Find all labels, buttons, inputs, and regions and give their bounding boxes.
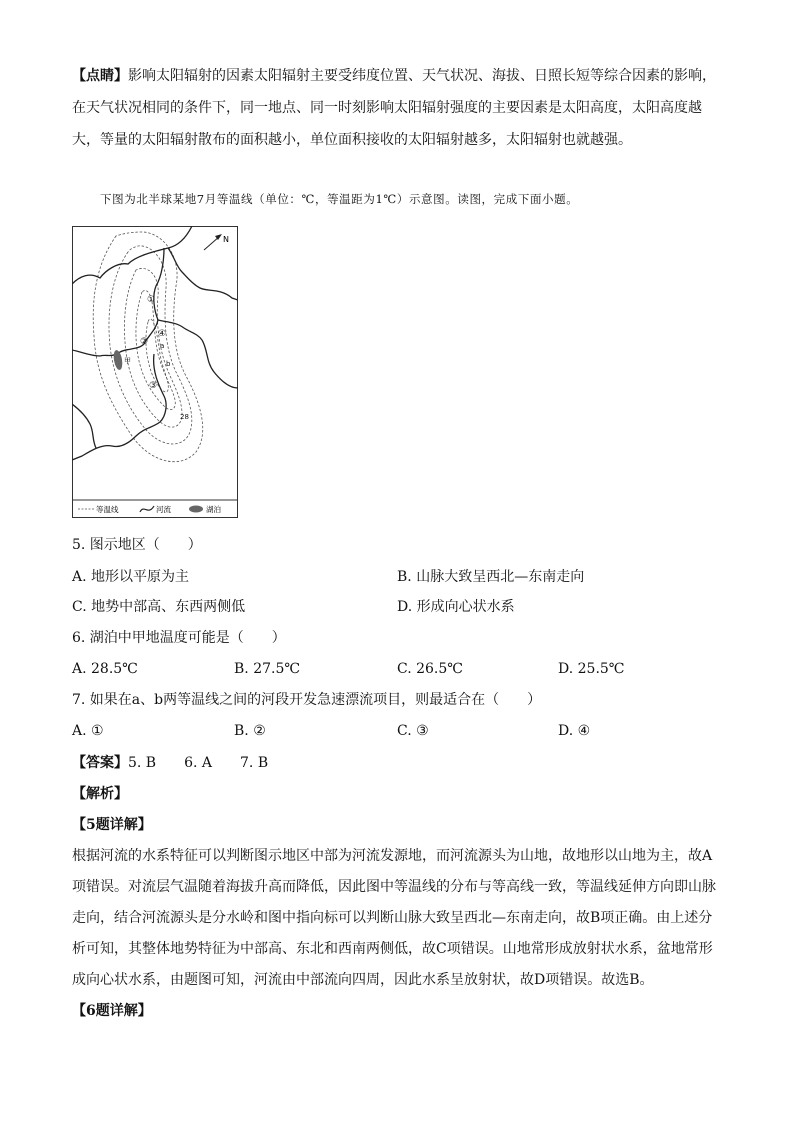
- legend-lake: 湖泊: [206, 505, 221, 514]
- detail5-line-2: 项错误。对流层气温随着海拔升高而降低，因此图中等温线的分布与等高线一致，等温线延伸方向即山脉: [72, 879, 716, 895]
- q7-option-b: B. ②: [234, 723, 266, 739]
- q6-option-c: C. 26.5℃: [397, 661, 463, 677]
- detail5-line-3: 走向，结合河流源头是分水岭和图中指向标可以判断山脉大致呈西北—东南走向，故B项正确。由上述分: [72, 910, 713, 926]
- legend-isotherm: 等温线: [96, 505, 119, 514]
- map-label-jia: 甲: [124, 357, 131, 365]
- q7-stem: 7. 如果在a、b两等温线之间的河段开发急速漂流项目，则最适合在（ ）: [72, 692, 542, 708]
- map-label-3: ③: [149, 381, 158, 391]
- map-label-1: ①: [147, 295, 156, 305]
- detail6-heading: 【6题详解】: [72, 1003, 152, 1019]
- map-label-28: 28: [180, 413, 189, 421]
- q5-option-c: C. 地势中部高、东西两侧低: [72, 599, 246, 615]
- isotherm-map: [72, 226, 238, 518]
- detail5-line-5: 成向心状水系，由题图可知，河流由中部流向四周，因此水系呈放射状，故D项错误。故选B。: [72, 972, 654, 988]
- analysis-heading: 【解析】: [72, 786, 128, 802]
- detail5-line-4: 析可知，其整体地势特征为中部高、东北和西南两侧低，故C项错误。山地常形成放射状水系，盆地常形: [72, 941, 713, 957]
- q5-option-b: B. 山脉大致呈西北—东南走向: [397, 569, 585, 585]
- q7-option-d: D. ④: [558, 723, 591, 739]
- answer-line: [72, 753, 268, 773]
- q7-option-c: C. ③: [397, 723, 429, 739]
- q6-stem: 6. 湖泊中甲地温度可能是（ ）: [72, 630, 286, 646]
- map-label-4: ④: [158, 329, 167, 339]
- keypoint-line-1: 【点睛】影响太阳辐射的因素太阳辐射主要受纬度位置、天气状况、海拔、日照长短等综合因素的影响，: [72, 68, 716, 84]
- keypoint-line-3: 大，等量的太阳辐射散布的面积越小，单位面积接收的太阳辐射越多，太阳辐射也就越强。: [72, 132, 632, 148]
- figure-caption: 下图为北半球某地7月等温线（单位：℃，等温距为1℃）示意图。读图，完成下面小题。: [100, 192, 579, 206]
- keypoint-line-2: 在天气状况相同的条件下，同一地点、同一时刻影响太阳辐射强度的主要因素是太阳高度，太阳高度越: [72, 100, 702, 116]
- north-label: N: [223, 235, 229, 244]
- answer-text: 5. B 6. A 7. B: [128, 755, 269, 771]
- q7-option-a: A. ①: [72, 723, 104, 739]
- legend-river: 河流: [156, 505, 171, 514]
- keypoint-tag: 【点睛】: [72, 68, 128, 84]
- map-label-a: a: [160, 342, 165, 350]
- q6-option-a: A. 28.5℃: [72, 661, 138, 677]
- q6-option-d: D. 25.5℃: [558, 661, 625, 677]
- q6-option-b: B. 27.5℃: [234, 661, 301, 677]
- q5-option-a: A. 地形以平原为主: [72, 569, 190, 585]
- map-label-2: ②: [140, 337, 149, 347]
- detail5-line-1: 根据河流的水系特征可以判断图示地区中部为河流发源地，而河流源头为山地，故地形以山地为主，故A: [72, 848, 713, 864]
- answer-tag: 【答案】: [72, 755, 128, 771]
- map-label-b: b: [166, 360, 171, 368]
- detail5-heading: 【5题详解】: [72, 817, 152, 833]
- q5-option-d: D. 形成向心状水系: [397, 599, 515, 615]
- q5-stem: 5. 图示地区（ ）: [72, 537, 202, 553]
